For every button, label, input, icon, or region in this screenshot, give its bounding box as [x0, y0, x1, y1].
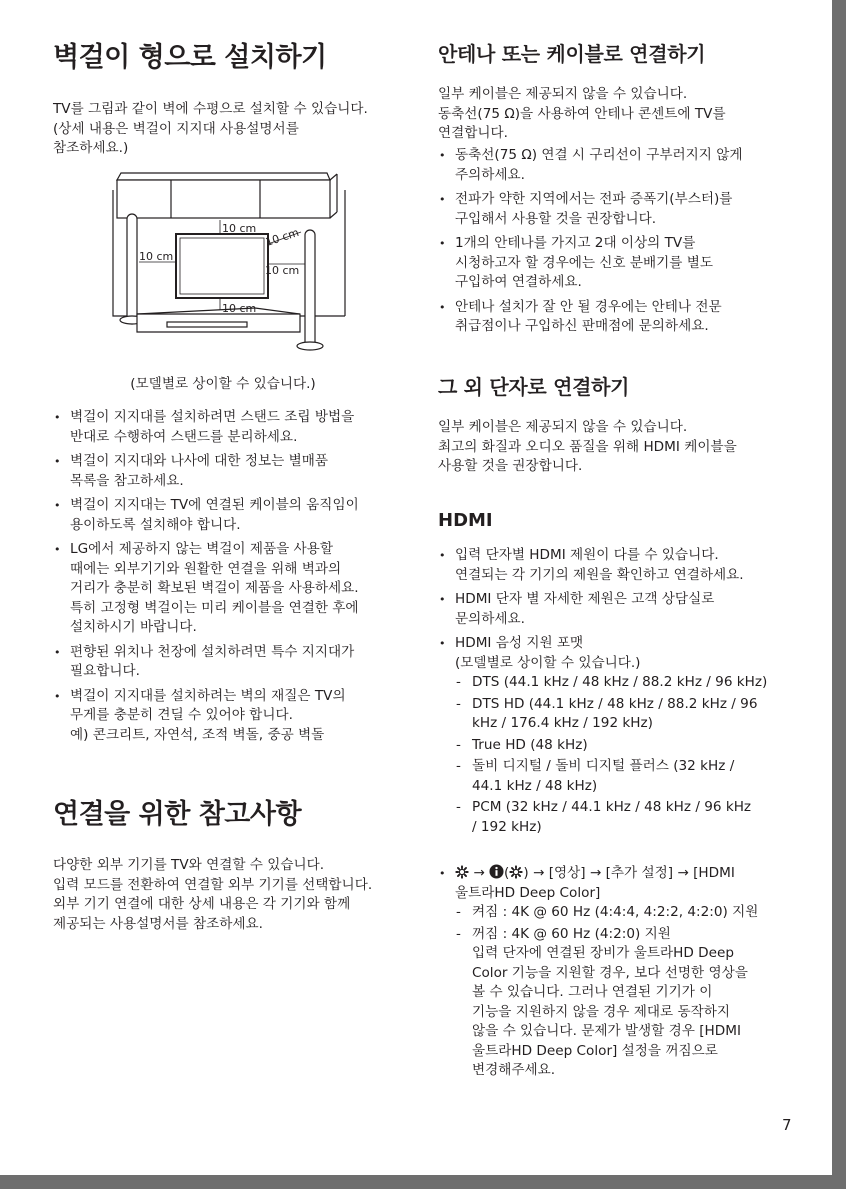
wall-mount-title: 벽걸이 형으로 설치하기 — [53, 42, 327, 73]
list-item: - DTS (44.1 kHz / 48 kHz / 88.2 kHz / 96 kHz) — [455, 673, 818, 693]
list-item: - True HD (48 kHz) — [455, 736, 818, 756]
list-item: • 벽걸이 지지대를 설치하려면 스탠드 조립 방법을 반대로 수행하여 스탠드를 분리하세요. — [53, 408, 423, 447]
list-item: • 벽걸이 지지대를 설치하려는 벽의 재질은 TV의 무게를 충분히 견딜 수 있어야 합니다. 예) 콘크리트, 자연석, 조적 벽돌, 중공 벽돌 — [53, 687, 423, 746]
list-item: • 동축선(75 Ω) 연결 시 구리선이 구부러지지 않게 주의하세요. — [438, 146, 808, 185]
info-icon — [489, 864, 504, 879]
list-item: • HDMI 단자 별 자세한 제원은 고객 상담실로 문의하세요. — [438, 590, 818, 629]
audio-format-list — [455, 673, 818, 837]
dim-label-right: 10 cm — [265, 264, 300, 277]
list-item: • 입력 단자별 HDMI 제원이 다를 수 있습니다. 연결되는 각 기기의 제원을 확인하고 연결하세요. — [438, 546, 818, 585]
list-item: - 돌비 디지털 / 돌비 디지털 플러스 (32 kHz / 44.1 kHz / 48 kHz) — [455, 757, 818, 796]
hdmi-title: HDMI — [438, 510, 493, 531]
dim-label-bottom: 10 cm — [222, 302, 257, 315]
antenna-bullet-list — [438, 146, 808, 342]
list-item: • HDMI 음성 지원 포맷 (모델별로 상이할 수 있습니다.) - DTS (44.1 kHz / 48 kHz / 88.2 kHz / 96 kHz) - DTS HD (44.1 kHz / 48 kHz / 88.2 kHz / 96 kHz / 176.4 kHz / 192 kHz) - True HD (48 kHz) - 돌비 디지털 / 돌비 디지털 플러스 (32 kHz / 44.1 kHz / 48 kHz) - PCM (32 kHz / 44.1 kHz / 48 kHz / 96 kHz / 192 kHz) — [438, 634, 818, 837]
connection-notes-paragraph: 다양한 외부 기기를 TV와 연결할 수 있습니다. 입력 모드를 전환하여 연결할 외부 기기를 선택합니다. 외부 기기 연결에 대한 상세 내용은 각 기기와 함께 제공되는 사용설명서를 참조하세요. — [53, 857, 373, 932]
dim-label-left: 10 cm — [139, 250, 174, 263]
gear-icon — [509, 865, 523, 879]
page-number: 7 — [782, 1116, 792, 1134]
list-item: • 벽걸이 지지대는 TV에 연결된 케이블의 움직임이 용이하도록 설치해야 합니다. — [53, 496, 423, 535]
list-item: - PCM (32 kHz / 44.1 kHz / 48 kHz / 96 kHz / 192 kHz) — [455, 798, 818, 837]
wall-mount-bullet-list — [53, 408, 423, 750]
other-ports-title: 그 외 단자로 연결하기 — [438, 375, 630, 399]
list-item: • 안테나 설치가 잘 안 될 경우에는 안테나 전문 취급점이나 구입하신 판매점에 문의하세요. — [438, 298, 808, 337]
list-item: • 벽걸이 지지대와 나사에 대한 정보는 별매품 목록을 참고하세요. — [53, 452, 423, 491]
wall-mount-diagram — [105, 168, 355, 358]
figure-caption: (모델별로 상이할 수 있습니다.) — [130, 376, 316, 392]
list-item: - 켜짐 : 4K @ 60 Hz (4:4:4, 4:2:2, 4:2:0) 지원 — [455, 903, 828, 923]
dim-label-top: 10 cm — [222, 222, 257, 235]
dim-label-diagonal: 10 cm — [263, 225, 301, 249]
antenna-intro: 일부 케이블은 제공되지 않을 수 있습니다. 동축선(75 Ω)을 사용하여 안테나 콘센트에 TV를 연결합니다. — [438, 86, 726, 141]
list-item: - DTS HD (44.1 kHz / 48 kHz / 88.2 kHz / 96 kHz / 176.4 kHz / 192 kHz) — [455, 695, 818, 734]
hdmi-bullet-list — [438, 546, 818, 842]
menu-path-item: • → ( ) → [영상] → [추가 설정] → [HDMI 울트라HD Deep Color] - 켜짐 : 4K @ 60 Hz (4:4:4, 4:2:2, 4:2:0) 지원 - 꺼짐 : 4K @ 60 Hz (4:2:0) 지원 입력 단자에 연결된 장비가 울트라HD Deep Color 기능을 지원할 경우, 보다 선명한 영상을 볼 수 있습니다. 그러나 연결된 기기가 이 기능을 지원하지 않을 경우 제대로 동작하지 않을 수 있습니다. 문제가 발생할 경우 [HDMI 울트라HD Deep Color] 설정을 꺼짐으로 변경해주세요. — [438, 864, 828, 1081]
list-item: • 편향된 위치나 천장에 설치하려면 특수 지지대가 필요합니다. — [53, 643, 423, 682]
wall-mount-intro: TV를 그림과 같이 벽에 수평으로 설치할 수 있습니다. (상세 내용은 벽걸이 지지대 사용설명서를 참조하세요.) — [53, 101, 368, 156]
list-item: • LG에서 제공하지 않는 벽걸이 제품을 사용할 때에는 외부기기와 원활한 연결을 위해 벽과의 거리가 충분히 확보된 벽걸이 제품을 사용하세요. 특히 고정형 벽걸이는 미리 케이블을 연결한 후에 설치하시기 바랍니다. — [53, 540, 423, 638]
deep-color-bullet-list — [438, 864, 828, 1086]
deep-color-option-list — [455, 903, 828, 1081]
other-ports-intro: 일부 케이블은 제공되지 않을 수 있습니다. 최고의 화질과 오디오 품질을 위해 HDMI 케이블을 사용할 것을 권장합니다. — [438, 419, 737, 474]
gear-icon — [455, 865, 469, 879]
list-item: - 꺼짐 : 4K @ 60 Hz (4:2:0) 지원 입력 단자에 연결된 장비가 울트라HD Deep Color 기능을 지원할 경우, 보다 선명한 영상을 볼 수 있습니다. 그러나 연결된 기기가 이 기능을 지원하지 않을 경우 제대로 동작하지 않을 수 있습니다. 문제가 발생할 경우 [HDMI 울트라HD Deep Color] 설정을 꺼짐으로 변경해주세요. — [455, 925, 828, 1081]
antenna-title: 안테나 또는 케이블로 연결하기 — [438, 42, 706, 66]
connection-notes-title: 연결을 위한 참고사항 — [53, 799, 302, 830]
list-item: • 전파가 약한 지역에서는 전파 증폭기(부스터)를 구입해서 사용할 것을 권장합니다. — [438, 190, 808, 229]
list-item: • 1개의 안테나를 가지고 2대 이상의 TV를 시청하고자 할 경우에는 신호 분배기를 별도 구입하여 연결하세요. — [438, 234, 808, 293]
